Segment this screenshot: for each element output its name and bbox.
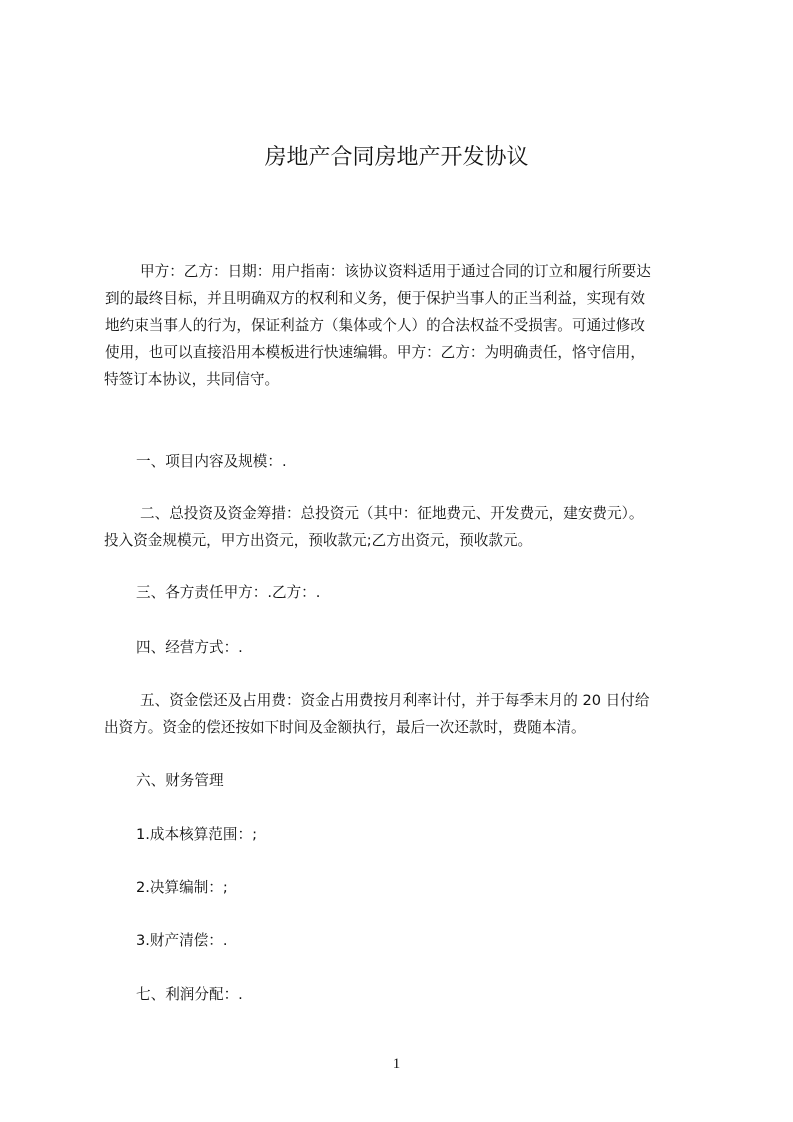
text-line: 地约束当事人的行为，保证利益方（集体或个人）的合法权益不受损害。可通过修改 — [105, 317, 645, 334]
section-6-item-2: 2.决算编制：; — [136, 879, 228, 896]
text-line: 使用，也可以直接沿用本模板进行快速编辑。甲方：乙方：为明确责任，恪守信用， — [105, 344, 645, 361]
section-2-line-2: 投入资金规模元，甲方出资元，预收款元;乙方出资元，预收款元。 — [104, 532, 533, 549]
section-5-line-2: 出资方。资金的偿还按如下时间及金额执行，最后一次还款时，费随本清。 — [104, 719, 586, 736]
section-2-line-1: 二、总投资及资金筹措：总投资元（其中：征地费元、开发费元，建安费元）。 — [140, 505, 644, 522]
section-5-line-1: 五、资金偿还及占用费：资金占用费按月利率计付，并于每季末月的 20 日付给 — [140, 692, 650, 709]
section-7: 七、利润分配：. — [136, 986, 243, 1003]
section-3: 三、各方责任甲方：.乙方：. — [136, 584, 321, 601]
text-line: 到的最终目标，并且明确双方的权利和义务，便于保护当事人的正当利益，实现有效 — [105, 290, 645, 307]
section-6: 六、财务管理 — [136, 772, 224, 789]
text-line: 甲方：乙方：日期：用户指南：该协议资料适用于通过合同的订立和履行所要达 — [140, 263, 651, 280]
section-6-item-3: 3.财产清偿：. — [136, 932, 228, 949]
section-6-item-1: 1.成本核算范围：; — [136, 826, 257, 843]
section-1: 一、项目内容及规模：. — [136, 453, 287, 470]
document-title: 房地产合同房地产开发协议 — [264, 145, 529, 170]
section-4: 四、经营方式：. — [136, 639, 243, 656]
text-line: 特签订本协议，共同信守。 — [104, 371, 280, 388]
page-number: 1 — [392, 1056, 401, 1072]
